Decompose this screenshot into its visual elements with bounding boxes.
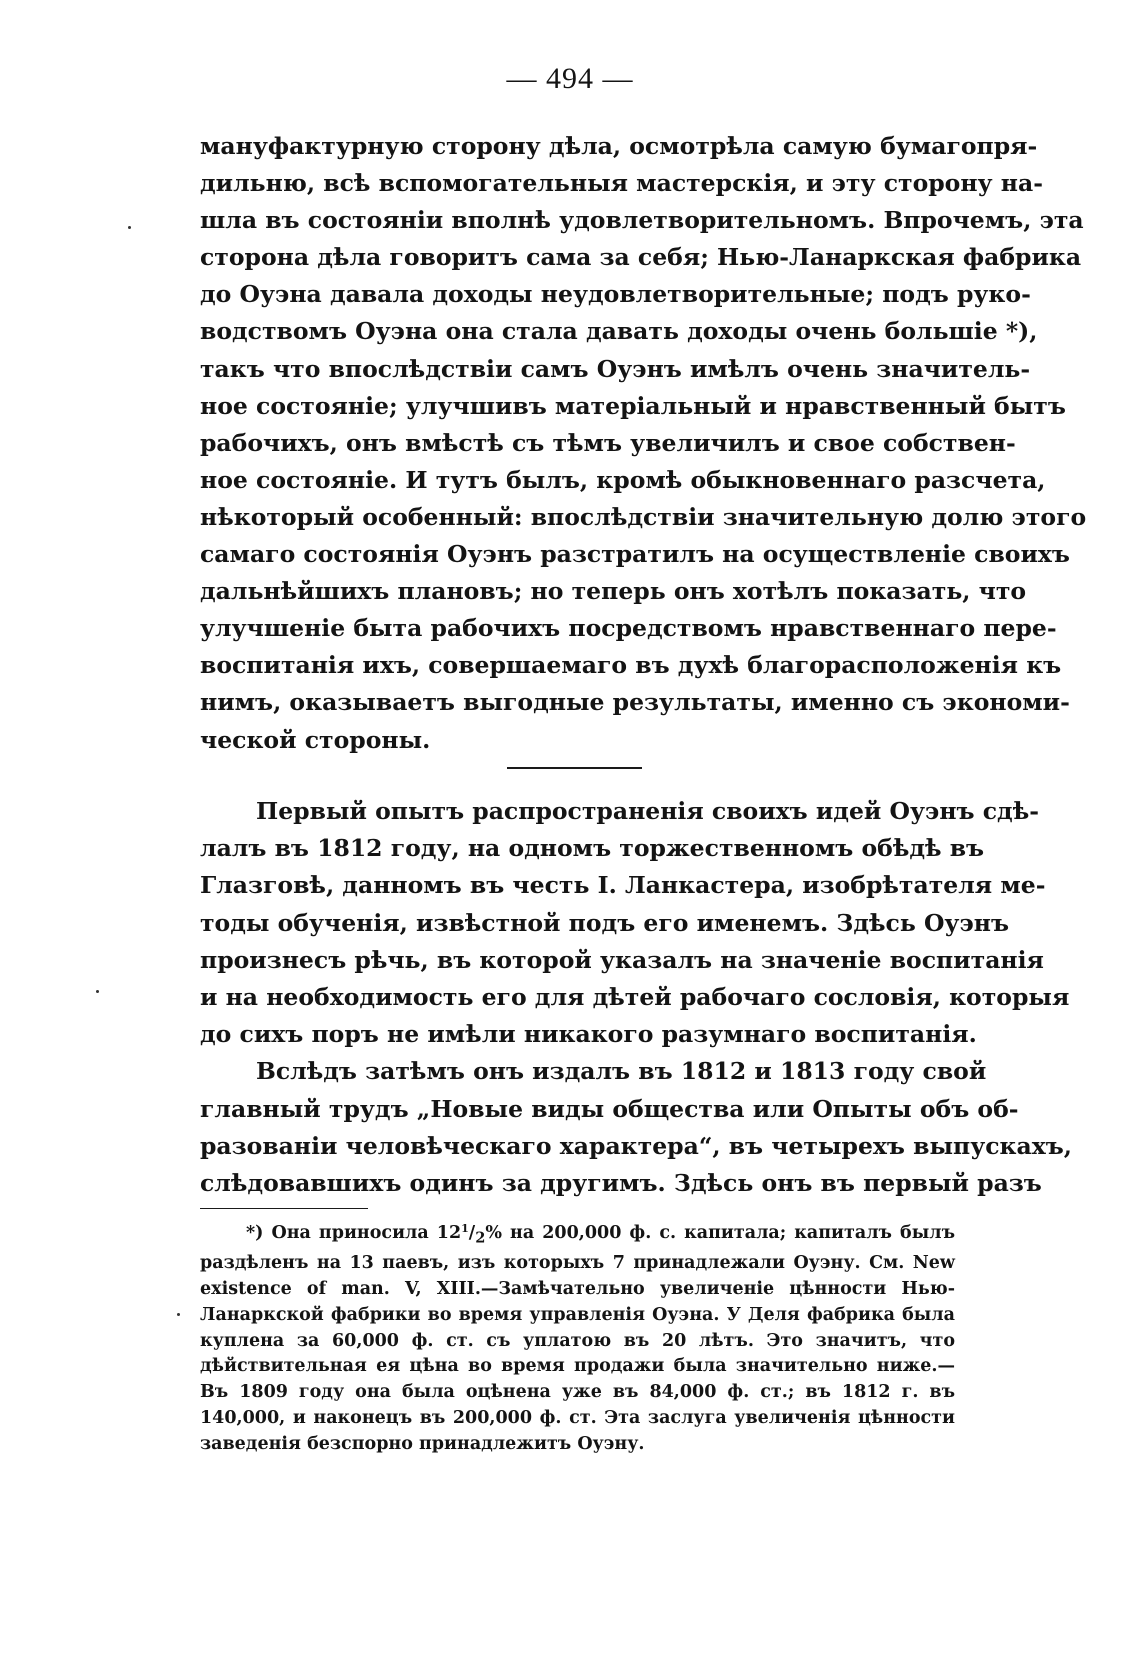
text-line: шла въ состояніи вполнѣ удовлетворительномъ. Впрочемъ, эта <box>200 206 1084 235</box>
text-line: рабочихъ, онъ вмѣстѣ съ тѣмъ увеличилъ и свое собствен- <box>200 428 1016 457</box>
text-line: произнесъ рѣчь, въ которой указалъ на значеніе воспитанія <box>200 945 1044 974</box>
text-line: Первый опытъ распространенія своихъ идей Оуэнъ сдѣ- <box>256 797 1039 825</box>
text-line: улучшеніе быта рабочихъ посредствомъ нравственнаго пере- <box>200 614 1057 643</box>
footnote-line: заведенія безспорно принадлежитъ Оуэну. <box>200 1433 645 1454</box>
footnote-line: дѣйствительная ея цѣна во время продажи была значительно ниже.— <box>200 1356 955 1377</box>
text-line: разованіи человѣческаго характера“, въ четырехъ выпускахъ, <box>200 1131 1072 1160</box>
text-line: мануфактурную сторону дѣла, осмотрѣла самую бумагопря- <box>200 132 1038 160</box>
text-line: сторона дѣла говоритъ сама за себя; Нью-Ланаркская фабрика <box>200 243 1082 272</box>
text-line: тоды обученія, извѣстной подъ его именемъ. Здѣсь Оуэнъ <box>200 908 1009 937</box>
text-line: водствомъ Оуэна она стала давать доходы очень большіе *), <box>200 317 1038 346</box>
paragraph-continued <box>200 128 1087 759</box>
footnote <box>200 1216 955 1458</box>
footnote-line: раздѣленъ на 13 паевъ, изъ которыхъ 7 принадлежали Оуэну. См. New <box>200 1253 955 1274</box>
text-line: до сихъ поръ не имѣли никакого разумнаго воспитанія. <box>200 1020 977 1049</box>
text-line: дильню, всѣ вспомогательныя мастерскія, и эту сторону на- <box>200 169 1043 198</box>
text-line: дальнѣйшихъ плановъ; но теперь онъ хотѣлъ показать, что <box>200 577 1027 606</box>
footnote-fraction-denominator: 2 <box>475 1229 486 1247</box>
paragraph-first-attempt <box>200 793 1072 1202</box>
footnote-fraction-numerator: 1 <box>461 1222 469 1235</box>
text-line: лалъ въ 1812 году, на одномъ торжественномъ обѣдѣ въ <box>200 834 985 863</box>
text-line: и на необходимость его для дѣтей рабочаго сословія, которыя <box>200 983 1070 1012</box>
text-line: ное состояніе; улучшивъ матеріальный и нравственный бытъ <box>200 391 1066 420</box>
footnote-fraction-slash: / <box>468 1223 476 1243</box>
text-line: главный трудъ „Новые виды общества или Опыты объ об- <box>200 1094 1019 1123</box>
footnote-line: 140,000, и наконецъ въ 200,000 ф. ст. Эта заслуга увеличенія цѣнности <box>200 1408 955 1429</box>
text-line: ческой стороны. <box>200 725 431 754</box>
footnote-text: % на 200,000 ф. с. капитала; капиталъ былъ <box>485 1223 955 1243</box>
footnote-line: куплена за 60,000 ф. ст. съ уплатою въ 20 лѣтъ. Это значитъ, что <box>200 1330 955 1351</box>
print-speck <box>128 226 131 229</box>
text-line: нимъ, оказываетъ выгодные результаты, именно съ экономи- <box>200 688 1070 717</box>
text-line: ное состояніе. И тутъ былъ, кромѣ обыкновеннаго разсчета, <box>200 465 1046 494</box>
page-number: — 494 — <box>506 62 634 95</box>
text-line: самаго состоянія Оуэнъ разстратилъ на осуществленіе своихъ <box>200 540 1070 569</box>
text-line: до Оуэна давала доходы неудовлетворительные; подъ руко- <box>200 280 1031 309</box>
print-speck <box>96 990 99 993</box>
footnote-line <box>200 1216 955 1251</box>
text-line: нѣкоторый особенный: впослѣдствіи значительную долю этого <box>200 502 1087 531</box>
text-line: такъ что впослѣдствіи самъ Оуэнъ имѣлъ очень значитель- <box>200 354 1031 383</box>
footnote-rule <box>200 1208 368 1209</box>
text-line: воспитанія ихъ, совершаемаго въ духѣ благорасположенія къ <box>200 651 1062 680</box>
footnote-line: Въ 1809 году она была оцѣнена уже въ 84,000 ф. ст.; въ 1812 г. въ <box>200 1382 955 1403</box>
text-line: Глазговѣ, данномъ въ честь І. Ланкастера, изобрѣтателя ме- <box>200 871 1046 900</box>
footnote-line: Ланаркской фабрики во время управленія Оуэна. У Деля фабрика была <box>200 1304 955 1325</box>
footnote-line: existence of man. V, XIII.—Замѣчательно увеличеніе цѣнности Нью- <box>200 1279 955 1300</box>
section-divider <box>507 767 642 769</box>
text-line: слѣдовавшихъ одинъ за другимъ. Здѣсь онъ въ первый разъ <box>200 1169 1042 1198</box>
text-line: Вслѣдъ затѣмъ онъ издалъ въ 1812 и 1813 году свой <box>256 1057 987 1086</box>
print-speck <box>177 1313 180 1316</box>
footnote-text: *) Она приносила 12 <box>246 1223 462 1243</box>
